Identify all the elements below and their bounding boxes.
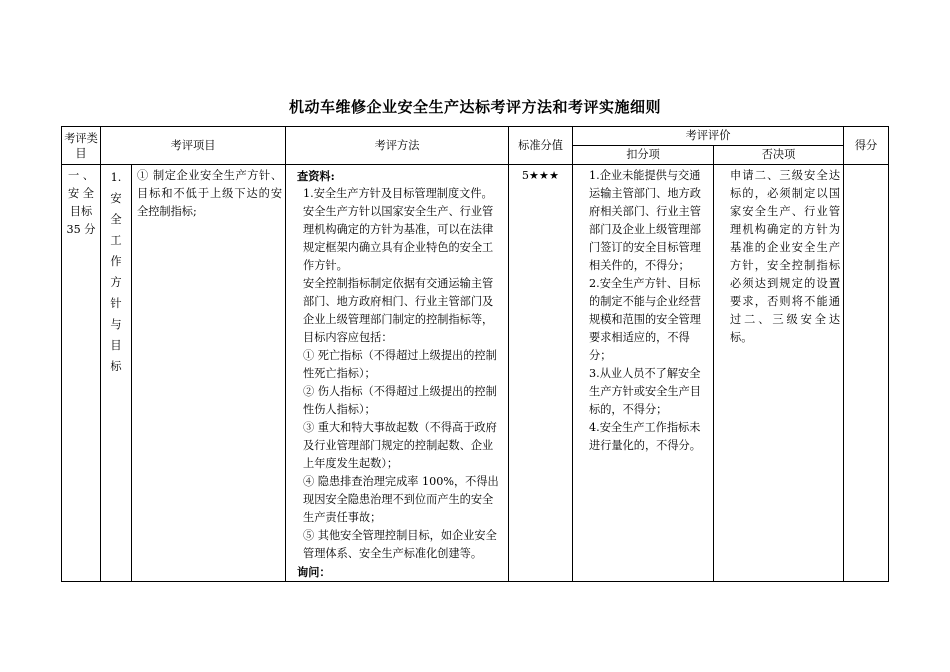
item-name-char: 方 <box>110 276 122 289</box>
method-line: ④ 隐患排查治理完成率 100%，不得出现因安全隐患治理不到位而产生的安全生产责任事故； <box>303 475 499 524</box>
item-name-char: 针 <box>110 297 122 310</box>
header-category: 考评类目 <box>62 127 101 165</box>
veto-text: 申请二、三级安全达标的，必须制定以国家安全生产、行业管理机构确定的方针为基准的企业安全生产方针，安全控制指标必须达到规定的设置要求，否则将不能通过二、三级安全达标。 <box>730 169 841 344</box>
item-name-char: 安 <box>110 192 122 205</box>
category-line: 安 全 <box>68 187 94 200</box>
result-cell <box>844 165 889 582</box>
score-cell: 5★★★ <box>509 165 573 582</box>
item-name-cell <box>101 165 132 582</box>
method-line: 1.安全生产方针及目标管理制度文件。 <box>303 187 493 200</box>
deduction-item: 1.企业未能提供与交通运输主管部门、地方政府相关部门、行业主管部门及企业上级管理部门签订的安全目标管理相关件的，不得分； <box>589 169 701 272</box>
item-name-char: 工 <box>110 234 122 247</box>
method-line: 安全控制指标制定依据有交通运输主管部门、地方政府相门、行业主管部门及企业上级管理部门制定的控制指标等，目标内容应包括： <box>303 277 494 344</box>
header-item: 考评项目 <box>101 127 286 165</box>
veto-cell <box>714 165 844 582</box>
deduction-item: 4.安全生产工作指标未进行量化的，不得分。 <box>589 421 701 452</box>
method-line: ② 伤人指标（不得超过上级提出的控制性伤人指标）； <box>303 385 497 416</box>
deduction-item: 2.安全生产方针、目标的制定不能与企业经营规模和范围的安全管理要求相适应的，不得分； <box>589 277 701 362</box>
deduction-item: 3.从业人员不了解安全生产方针或安全生产目标的，不得分； <box>589 367 701 416</box>
method-line: ⑤ 其他安全管理控制目标，如企业安全管理体系、安全生产标准化创建等。 <box>303 529 497 560</box>
category-cell <box>62 165 101 582</box>
document-title: 机动车维修企业安全生产达标考评方法和考评实施细则 <box>288 98 661 116</box>
item-detail-cell <box>132 165 286 582</box>
method-cell <box>286 165 509 582</box>
method-heading: 查资料: <box>297 169 335 183</box>
category-line: 目标 <box>69 205 93 218</box>
method-line: ③ 重大和特大事故起数（不得高于政府及行业管理部门规定的控制起数、企业上年度发生起数）； <box>303 421 497 470</box>
header-evaluation: 考评评价 <box>573 127 844 146</box>
method-line: 安全生产方针以国家安全生产、行业管理机构确定的方针为基准，可以在法律规定框架内确立具有企业特色的安全工作方针。 <box>303 205 494 272</box>
deduction-cell <box>573 165 714 582</box>
item-detail: ① 制定企业安全生产方针、目标和不低于上级下达的安全控制指标; <box>137 169 283 218</box>
method-line: ① 死亡指标（不得超过上级提出的控制性死亡指标）； <box>303 349 497 380</box>
method-heading: 询问： <box>297 565 331 579</box>
header-score: 标准分值 <box>509 127 573 165</box>
item-name-char: 作 <box>110 255 122 268</box>
item-name-char: 目 <box>110 339 122 352</box>
item-name-char: 与 <box>110 318 122 331</box>
category-line: 35 分 <box>66 223 96 236</box>
header-result: 得分 <box>844 127 889 165</box>
item-name-char: 标 <box>110 360 122 373</box>
header-deduction: 扣分项 <box>573 146 714 165</box>
item-number: 1. <box>110 171 122 184</box>
item-name-char: 全 <box>110 213 122 226</box>
header-method: 考评方法 <box>286 127 509 165</box>
evaluation-table <box>61 126 889 582</box>
header-veto: 否决项 <box>714 146 844 165</box>
category-line: 一 、 <box>68 169 94 182</box>
